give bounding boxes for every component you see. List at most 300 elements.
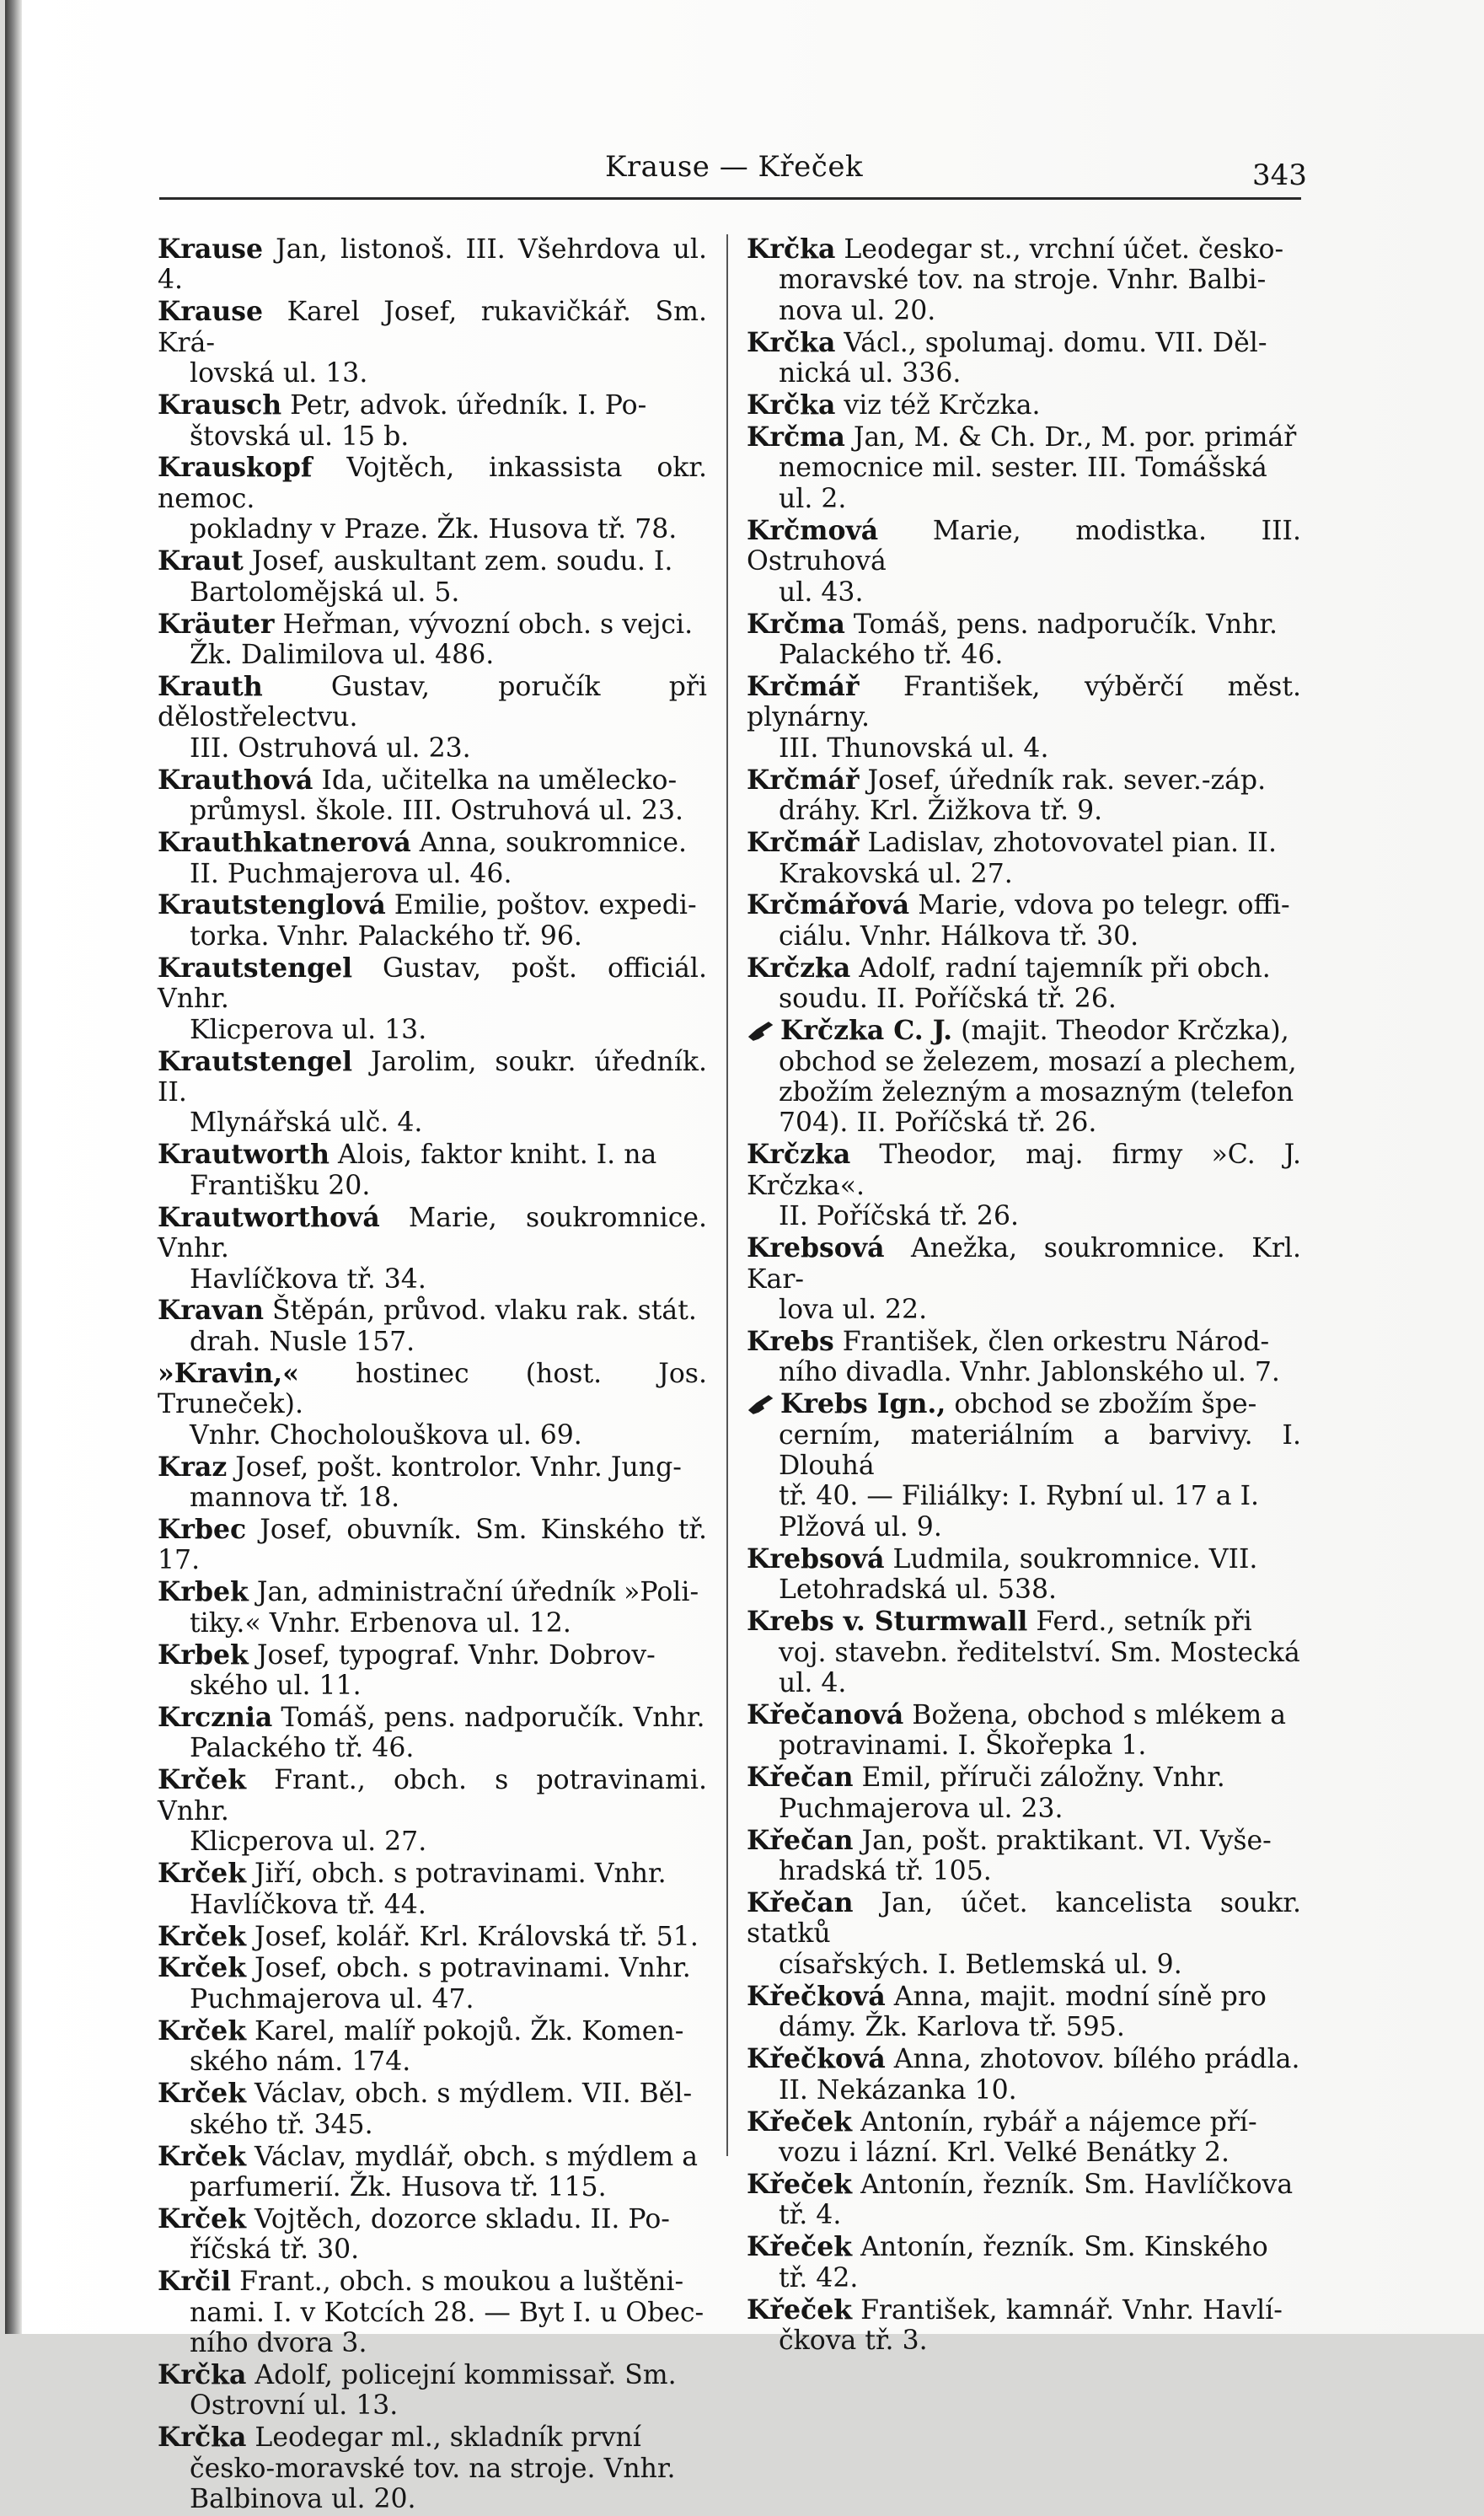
entry-first-line <box>747 516 1301 577</box>
entry-details: Josef, auskultant zem. soudu. I. <box>243 546 673 577</box>
directory-entry <box>158 609 707 671</box>
entry-details: František, kamnář. Vnhr. Havlí- <box>852 2294 1283 2326</box>
entry-surname: Krauth <box>158 670 263 702</box>
directory-entry <box>747 1762 1301 1824</box>
directory-entry <box>158 1922 707 1952</box>
entry-surname: Krcznia <box>158 1702 273 1734</box>
directory-entry <box>158 1515 707 1576</box>
entry-surname: Křeček <box>747 2168 853 2200</box>
directory-entry <box>158 1577 707 1639</box>
entry-details: (majit. Theodor Krčzka), <box>952 1016 1289 1047</box>
entry-continuation-line: II. Nekázanka 10. <box>779 2074 1017 2106</box>
entry-surname: Krčma <box>747 421 845 453</box>
entry-details: Václ., spolumaj. domu. VII. Děl- <box>835 327 1267 358</box>
entry-first-line <box>158 2267 707 2297</box>
directory-entry <box>158 1765 707 1857</box>
entry-first-line <box>747 390 1301 421</box>
entry-continuation-line: voj. stavebn. ředitelství. Sm. Mostecká <box>779 1637 1300 1668</box>
directory-entry <box>747 672 1301 764</box>
entry-details: Vojtěch, dozorce skladu. II. Po- <box>246 2203 670 2234</box>
entry-first-line <box>747 1826 1301 1856</box>
entry-continuation-line: dráhy. Krl. Žižkova tř. 9. <box>779 796 1103 827</box>
entry-surname: Krebs <box>747 1325 834 1357</box>
entry-surname: Krčka <box>158 2422 247 2454</box>
entry-details: Jiří, obch. s potravinami. Vnhr. <box>246 1859 667 1890</box>
entry-surname: Krčka <box>747 326 836 358</box>
directory-entry <box>158 234 707 296</box>
entry-continuation-line: Puchmajerova ul. 23. <box>779 1793 1063 1824</box>
entry-surname: Krebsová <box>747 1542 885 1575</box>
entry-continuation-line: říčská tř. 30. <box>190 2234 360 2266</box>
entry-details: Heřman, vývozní obch. s vejci. <box>274 609 694 640</box>
directory-entry <box>747 1016 1301 1139</box>
entry-continuation-line: Františku 20. <box>190 1170 371 1201</box>
entry-details: Štěpán, průvod. vlaku rak. stát. <box>264 1296 697 1327</box>
entry-continuation-line: pokladny v Praze. Žk. Husova tř. 78. <box>190 514 678 545</box>
entry-continuation-line: Mlynářská ulč. 4. <box>190 1108 423 1139</box>
directory-entry <box>747 1544 1301 1606</box>
entry-continuation-line: II. Poříčská tř. 26. <box>779 1201 1019 1232</box>
directory-entry <box>747 2170 1301 2231</box>
entry-first-line <box>158 1515 707 1576</box>
entry-continuation-line: torka. Vnhr. Palackého tř. 96. <box>190 920 582 952</box>
entry-surname: »Kravin,« <box>158 1357 299 1389</box>
entry-first-line <box>747 828 1301 858</box>
entry-details: Václav, obch. s mýdlem. VII. Běl- <box>246 2079 693 2110</box>
entry-first-line <box>158 546 707 577</box>
right-column <box>747 234 1301 2358</box>
entry-surname: Krčmář <box>747 827 860 859</box>
entry-first-line <box>158 828 707 858</box>
entry-continuation-line: Ostrovní ul. 13. <box>190 2390 399 2422</box>
entry-first-line <box>747 234 1301 265</box>
entry-details: Leodegar ml., skladník první <box>246 2422 641 2454</box>
directory-entry <box>158 1953 707 2014</box>
entry-surname: Krauthová <box>158 764 313 796</box>
entry-first-line <box>747 328 1301 358</box>
entry-details: Ladislav, zhotovovatel pian. II. <box>859 828 1277 859</box>
entry-first-line <box>747 422 1301 453</box>
entry-details: Jan, pošt. praktikant. VI. Vyše- <box>853 1825 1272 1856</box>
entry-continuation-line: Žk. Dalimilova ul. 486. <box>190 640 495 671</box>
entry-details: Gustav, pošt. officiál. Vnhr. <box>158 952 707 1015</box>
entry-details: Anežka, soukromnice. Krl. Kar- <box>747 1233 1301 1295</box>
entry-details: Jan, listonoš. III. Všehrdova ul. 4. <box>158 234 707 296</box>
entry-first-line <box>158 2422 707 2453</box>
directory-entry <box>158 828 707 889</box>
entry-surname: Krebs Ign., <box>780 1388 946 1420</box>
entry-details: Jan, administrační úředník »Poli- <box>248 1577 699 1608</box>
entry-surname: Křečková <box>747 2043 886 2075</box>
entry-continuation-line: ského nám. 174. <box>190 2047 411 2078</box>
entry-first-line <box>158 453 707 514</box>
directory-entry <box>158 672 707 764</box>
entry-surname: Krčka <box>747 389 836 421</box>
directory-entry <box>747 390 1301 421</box>
entry-surname: Krček <box>158 2140 247 2172</box>
entry-first-line <box>747 1140 1301 1201</box>
entry-first-line <box>747 2044 1301 2074</box>
entry-details: Jarolim, soukr. úředník. II. <box>158 1046 707 1108</box>
entry-surname: Krčma <box>747 608 845 640</box>
directory-entry <box>747 1327 1301 1388</box>
entry-surname: Křečan <box>747 1762 854 1794</box>
directory-entry <box>747 1982 1301 2043</box>
entry-surname: Krause <box>158 233 264 265</box>
directory-entry <box>158 1140 707 1201</box>
directory-entry <box>158 953 707 1045</box>
entry-continuation-line: ul. 43. <box>779 577 864 608</box>
entry-first-line <box>158 1577 707 1607</box>
entry-first-line <box>158 2142 707 2172</box>
entry-continuation-line: tiky.« Vnhr. Erbenova ul. 12. <box>190 1607 571 1639</box>
entry-surname: Krček <box>158 2014 247 2047</box>
entry-first-line <box>158 1359 707 1420</box>
entry-surname: Krčka <box>158 2359 247 2391</box>
directory-entry <box>747 953 1301 1015</box>
directory-entry <box>747 609 1301 671</box>
entry-surname: Křeček <box>747 2106 853 2138</box>
entry-surname: Krčmář <box>747 764 860 796</box>
entry-first-line <box>747 1762 1301 1793</box>
entry-details: Vojtěch, inkassista okr. nemoc. <box>158 453 707 514</box>
entry-continuation-line: Klicperova ul. 27. <box>190 1827 427 1858</box>
entry-first-line <box>158 297 707 358</box>
entry-first-line <box>158 1703 707 1733</box>
entry-first-line <box>747 1607 1301 1637</box>
entry-continuation-line: ul. 2. <box>779 483 847 514</box>
entry-surname: Křeček <box>747 2293 853 2326</box>
entry-continuation-line: II. Puchmajerova ul. 46. <box>190 858 512 889</box>
entry-details: Václav, mydlář, obch. s mýdlem a <box>246 2141 699 2172</box>
entry-details: Marie, soukromnice. Vnhr. <box>158 1202 707 1264</box>
entry-details: Josef, kolář. Krl. Královská tř. 51. <box>246 1921 699 1952</box>
entry-surname: Krčmářová <box>747 889 910 921</box>
entry-continuation-line: soudu. II. Poříčská tř. 26. <box>779 984 1117 1015</box>
directory-entry <box>747 2232 1301 2293</box>
entry-details: viz též Krčzka. <box>835 390 1041 421</box>
entry-continuation-line: nami. I. v Kotcích 28. — Byt I. u Obec- <box>190 2297 704 2328</box>
directory-entry <box>158 453 707 545</box>
directory-entry <box>158 2079 707 2140</box>
directory-entry <box>158 2142 707 2203</box>
entry-details: Ida, učitelka na umělecko- <box>313 764 678 796</box>
entry-continuation-line: moravské tov. na stroje. Vnhr. Balbi- <box>779 265 1267 296</box>
entry-continuation-line: ul. 4. <box>779 1667 847 1698</box>
entry-continuation-line: ního dvora 3. <box>190 2328 367 2359</box>
directory-entry <box>158 2016 707 2078</box>
entry-first-line <box>158 1047 707 1108</box>
entry-first-line <box>747 1389 1301 1419</box>
entry-first-line <box>158 1640 707 1671</box>
directory-entry <box>158 2267 707 2358</box>
entry-surname: Kravan <box>158 1295 264 1327</box>
entry-surname: Kraut <box>158 545 244 577</box>
entry-surname: Krček <box>158 1858 247 1890</box>
directory-entry <box>747 516 1301 608</box>
entry-first-line <box>158 1953 707 1983</box>
directory-entry <box>747 890 1301 952</box>
entry-continuation-line: hradská tř. 105. <box>779 1856 992 1887</box>
page-header-title: Krause — Křeček <box>605 150 864 184</box>
entry-surname: Krček <box>158 2078 247 2110</box>
entry-continuation-line: nova ul. 20. <box>779 295 936 326</box>
entry-surname: Křeček <box>747 2231 853 2263</box>
entry-details: Anna, soukromnice. <box>410 828 687 859</box>
entry-continuation-line: průmysl. škole. III. Ostruhová ul. 23. <box>190 796 684 827</box>
entry-first-line <box>158 2204 707 2234</box>
entry-surname: Křečan <box>747 1824 854 1856</box>
entry-surname: Krautworthová <box>158 1201 380 1233</box>
entry-first-line <box>747 1982 1301 2012</box>
entry-continuation-line: lova ul. 22. <box>779 1294 928 1325</box>
entry-surname: Krautworth <box>158 1139 330 1171</box>
entry-continuation-line: Palackého tř. 46. <box>190 1733 415 1764</box>
entry-surname: Krauskopf <box>158 452 313 484</box>
directory-entry <box>158 1703 707 1764</box>
directory-entry <box>747 765 1301 827</box>
entry-first-line <box>158 1765 707 1827</box>
entry-first-line <box>158 390 707 421</box>
entry-continuation-line: III. Thunovská ul. 4. <box>779 732 1049 764</box>
directory-entry <box>158 1296 707 1357</box>
directory-entry <box>747 1826 1301 1887</box>
entry-details: Anna, zhotovov. bílého prádla. <box>885 2044 1300 2075</box>
entry-first-line <box>747 2170 1301 2200</box>
entry-continuation-line: ského ul. 11. <box>190 1671 362 1702</box>
pointing-hand-icon <box>747 1020 775 1042</box>
entry-continuation-line: Havlíčkova tř. 44. <box>190 1889 426 1920</box>
entry-surname: Krčmová <box>747 514 879 546</box>
entry-first-line <box>158 1922 707 1952</box>
entry-details: Frant., obch. s potravinami. Vnhr. <box>158 1765 707 1827</box>
entry-continuation-line: drah. Nusle 157. <box>190 1326 415 1357</box>
directory-entry <box>158 1452 707 1514</box>
entry-first-line <box>158 1296 707 1326</box>
entry-details: František, člen orkestru Národ- <box>833 1326 1270 1357</box>
entry-details: Josef, obuvník. Sm. Kinského tř. 17. <box>158 1514 707 1576</box>
entry-surname: Krbec <box>158 1513 247 1545</box>
entry-surname: Krček <box>158 2202 247 2234</box>
entry-surname: Krčmář <box>747 670 860 702</box>
directory-page <box>5 0 1484 2515</box>
entry-first-line <box>747 609 1301 640</box>
entry-continuation-line: Krakovská ul. 27. <box>779 858 1013 889</box>
entry-continuation-line: ského tř. 345. <box>190 2109 373 2140</box>
directory-entry <box>158 765 707 827</box>
directory-entry <box>747 422 1301 514</box>
entry-details: Tomáš, pens. nadporučík. Vnhr. <box>272 1703 705 1734</box>
entry-surname: Křečan <box>747 1887 854 1919</box>
entry-details: Karel Josef, rukavičkář. Sm. Krá- <box>158 297 707 358</box>
entry-first-line <box>158 1203 707 1264</box>
entry-surname: Krčzka C. J. <box>780 1015 953 1047</box>
entry-first-line <box>747 1016 1301 1046</box>
entry-details: Adolf, policejní kommissař. Sm. <box>246 2360 677 2391</box>
directory-entry <box>747 1700 1301 1762</box>
entry-first-line <box>747 672 1301 733</box>
entry-surname: Krčzka <box>747 952 851 984</box>
entry-continuation-line: nemocnice mil. sester. III. Tomášská <box>779 453 1267 484</box>
entry-continuation-line: Balbinova ul. 20. <box>190 2484 416 2515</box>
entry-surname: Kräuter <box>158 608 275 640</box>
entry-details: Frant., obch. s moukou a luštěni- <box>231 2267 684 2298</box>
entry-first-line <box>158 672 707 733</box>
directory-entry <box>158 546 707 608</box>
entry-first-line <box>158 890 707 920</box>
entry-continuation-line: potravinami. I. Škořepka 1. <box>779 1730 1147 1762</box>
entry-details: Adolf, radní tajemník při obch. <box>850 952 1271 984</box>
entry-continuation-line: nická ul. 336. <box>779 358 962 389</box>
entry-surname: Krbek <box>158 1639 249 1671</box>
entry-continuation-line: parfumerií. Žk. Husova tř. 115. <box>190 2171 607 2202</box>
entry-surname: Krčzka <box>747 1139 851 1171</box>
entry-details: Marie, modistka. III. Ostruhová <box>747 515 1301 577</box>
entry-continuation-line: cerním, materiálním a barvivy. I. Dlouhá <box>779 1419 1301 1482</box>
entry-continuation-line: císařských. I. Betlemská ul. 9. <box>779 1949 1182 1980</box>
directory-entry <box>158 1203 707 1295</box>
entry-continuation-line: zbožím železným a mosazným (telefon <box>779 1076 1294 1108</box>
entry-continuation-line: Plžová ul. 9. <box>779 1511 942 1542</box>
entry-details: obchod se zbožím špe- <box>946 1389 1257 1420</box>
directory-entry <box>747 2044 1301 2106</box>
entry-continuation-line: Palackého tř. 46. <box>779 640 1004 671</box>
entry-first-line <box>158 1859 707 1889</box>
column-divider <box>726 234 728 2156</box>
entry-details: Emil, příruči záložny. Vnhr. <box>853 1762 1225 1794</box>
entry-continuation-line: obchod se železem, mosazí a plechem, <box>779 1046 1297 1077</box>
entry-continuation-line: tř. 4. <box>779 2200 842 2231</box>
entry-details: Antonín, řezník. Sm. Kinského <box>852 2232 1268 2263</box>
entry-first-line <box>158 609 707 640</box>
entry-continuation-line: vozu i lázní. Krl. Velké Benátky 2. <box>779 2137 1230 2168</box>
entry-details: Josef, typograf. Vnhr. Dobrov- <box>248 1639 656 1671</box>
entry-first-line <box>747 1700 1301 1730</box>
page-number: 343 <box>1252 158 1307 192</box>
entry-continuation-line: ciálu. Vnhr. Hálkova tř. 30. <box>779 920 1139 952</box>
entry-surname: Krause <box>158 296 264 328</box>
entry-first-line <box>747 2107 1301 2138</box>
entry-surname: Krebsová <box>747 1232 885 1264</box>
entry-details: Gustav, poručík při dělostřelectvu. <box>158 671 707 733</box>
entry-details: Alois, faktor kniht. I. na <box>329 1140 657 1171</box>
directory-entry <box>747 1888 1301 1980</box>
entry-surname: Krautstengel <box>158 952 353 984</box>
entry-first-line <box>747 953 1301 984</box>
entry-details: Petr, advok. úředník. I. Po- <box>281 390 647 421</box>
directory-entry <box>158 1359 707 1451</box>
entry-first-line <box>158 953 707 1015</box>
entry-details: Josef, pošt. kontrolor. Vnhr. Jung- <box>227 1451 682 1483</box>
entry-continuation-line: Klicperova ul. 13. <box>190 1014 427 1045</box>
left-column <box>158 234 707 2516</box>
entry-details: Theodor, maj. firmy »C. J. Krčzka«. <box>747 1140 1301 1201</box>
entry-continuation-line: Vnhr. Chocholouškova ul. 69. <box>190 1419 582 1451</box>
entry-first-line <box>158 234 707 296</box>
entry-surname: Krček <box>158 1764 247 1796</box>
entry-continuation-line: ního divadla. Vnhr. Jablonského ul. 7. <box>779 1357 1280 1388</box>
entry-first-line <box>158 2360 707 2390</box>
entry-first-line <box>747 1888 1301 1950</box>
pointing-hand-icon <box>747 1393 775 1415</box>
directory-entry <box>747 234 1301 326</box>
entry-surname: Krček <box>158 1952 247 1984</box>
entry-first-line <box>747 1327 1301 1357</box>
directory-entry <box>158 297 707 389</box>
entry-continuation-line: dámy. Žk. Karlova tř. 595. <box>779 2012 1125 2043</box>
entry-details: František, výběrčí měst. plynárny. <box>747 671 1301 733</box>
entry-details: Marie, vdova po telegr. offi- <box>909 890 1290 921</box>
entry-surname: Krček <box>158 1920 247 1952</box>
directory-entry <box>747 2295 1301 2357</box>
entry-continuation-line: štovská ul. 15 b. <box>190 421 410 452</box>
entry-continuation-line: Bartolomějská ul. 5. <box>190 577 460 608</box>
entry-first-line <box>158 2016 707 2047</box>
directory-entry <box>747 828 1301 889</box>
directory-entry <box>158 2422 707 2514</box>
entry-continuation-line: Puchmajerova ul. 47. <box>190 1983 474 2014</box>
entry-first-line <box>747 765 1301 796</box>
entry-surname: Krebs v. Sturmwall <box>747 1606 1028 1638</box>
entry-first-line <box>158 2079 707 2109</box>
entry-details: Antonín, řezník. Sm. Havlíčkova <box>852 2169 1294 2200</box>
entry-surname: Krausch <box>158 389 282 421</box>
entry-surname: Krčka <box>747 233 836 265</box>
entry-details: Josef, obch. s potravinami. Vnhr. <box>246 1953 691 1984</box>
entry-details: Josef, úředník rak. sever.-záp. <box>859 764 1267 796</box>
entry-surname: Krautstengel <box>158 1045 353 1077</box>
entry-first-line <box>158 765 707 796</box>
directory-entry <box>747 2107 1301 2169</box>
entry-continuation-line: 704). II. Poříčská tř. 26. <box>779 1108 1097 1139</box>
directory-entry <box>747 1389 1301 1542</box>
directory-entry <box>158 1859 707 1920</box>
entry-continuation-line: III. Ostruhová ul. 23. <box>190 732 471 764</box>
entry-details: Tomáš, pens. nadporučík. Vnhr. <box>844 609 1278 640</box>
header-rule <box>159 197 1301 200</box>
entry-continuation-line: česko-moravské tov. na stroje. Vnhr. <box>190 2453 676 2484</box>
entry-details: Jan, účet. kancelista soukr. statků <box>747 1888 1301 1950</box>
entry-details: Karel, malíř pokojů. Žk. Komen- <box>246 2015 684 2047</box>
entry-details: Emilie, poštov. expedi- <box>385 890 697 921</box>
entry-details: Leodegar st., vrchní účet. česko- <box>835 234 1284 265</box>
directory-entry <box>158 2360 707 2422</box>
entry-surname: Krbek <box>158 1576 249 1608</box>
entry-continuation-line: tř. 42. <box>779 2262 859 2293</box>
entry-continuation-line: mannova tř. 18. <box>190 1483 400 1513</box>
entry-first-line <box>747 2295 1301 2326</box>
directory-entry <box>747 328 1301 389</box>
entry-details: Antonín, rybář a nájemce pří- <box>852 2106 1257 2138</box>
directory-entry <box>747 1607 1301 1698</box>
entry-continuation-line: Letohradská ul. 538. <box>779 1575 1058 1606</box>
entry-surname: Křečková <box>747 1980 886 2012</box>
entry-surname: Krčil <box>158 2266 232 2298</box>
entry-details: Jan, M. & Ch. Dr., M. por. primář <box>844 422 1297 453</box>
entry-surname: Kraz <box>158 1451 228 1483</box>
entry-continuation-line: tř. 40. — Filiálky: I. Rybní ul. 17 a I. <box>779 1481 1260 1512</box>
entry-continuation-line: čkova tř. 3. <box>779 2325 928 2356</box>
entry-surname: Krautstenglová <box>158 889 386 921</box>
entry-details: Ferd., setník při <box>1027 1607 1252 1638</box>
entry-first-line <box>158 1452 707 1483</box>
entry-first-line <box>747 1233 1301 1295</box>
entry-first-line <box>747 2232 1301 2262</box>
entry-surname: Křečanová <box>747 1698 904 1730</box>
entry-details: hostinec (host. Jos. Truneček). <box>158 1358 707 1420</box>
directory-entry <box>747 1233 1301 1325</box>
directory-entry <box>158 890 707 952</box>
